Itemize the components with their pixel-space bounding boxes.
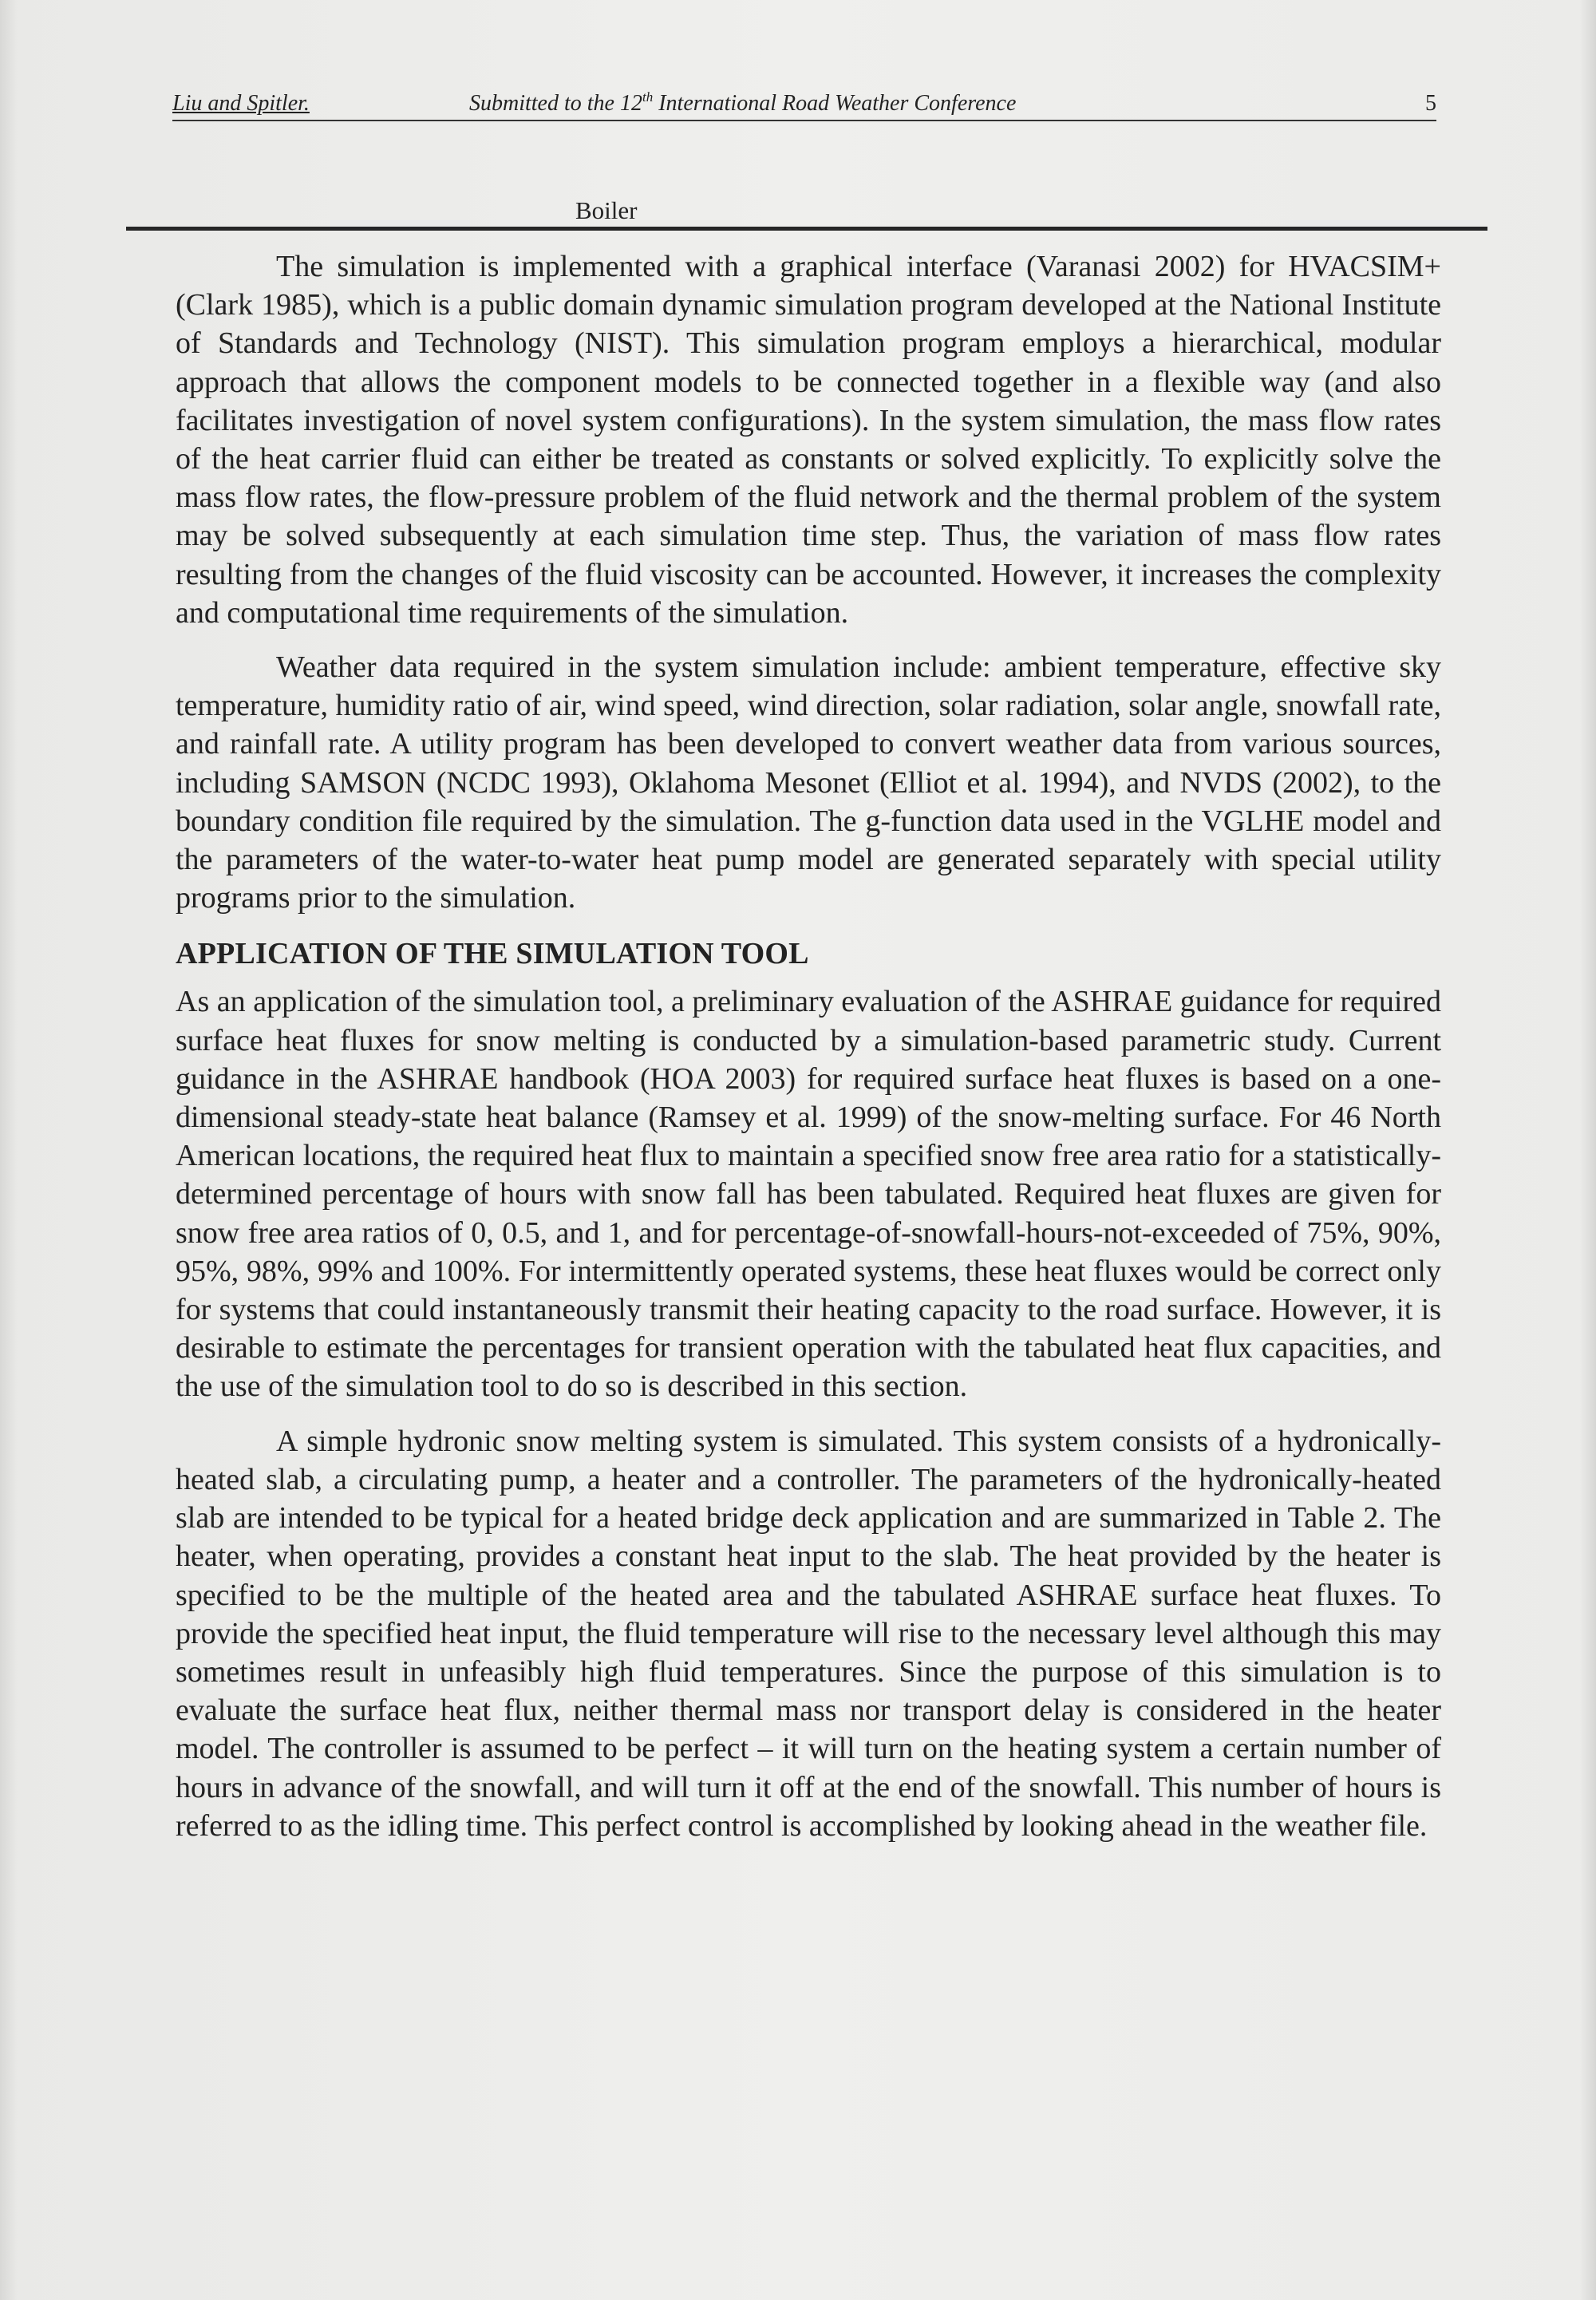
body-text bbox=[176, 247, 1441, 1861]
header-venue-prefix: Submitted to the 12 bbox=[469, 91, 642, 116]
header-venue bbox=[469, 88, 1016, 120]
header-authors: Liu and Spitler. bbox=[172, 91, 310, 116]
paragraph-simulation-interface: The simulation is implemented with a graphical interface (Varanasi 2002) for HVACSIM+(Clark 1985), which is a public domain dynamic simulation program developed at the National Institute of Standards and Technology (NIST). This simulation program employs a hierarchical, modular approach that allows the component models to be connected together in a flexible way (and also facilitates investigation of novel system configurations). In the system simulation, the mass flow rates of the heat carrier fluid can either be treated as constants or solved explicitly. To explicitly solve the mass flow rates, the flow-pressure problem of the fluid network and the thermal problem of the system may be solved subsequently at each simulation time step. Thus, the variation of mass flow rates resulting from the changes of the fluid viscosity can be accounted. However, it increases the complexity and computational time requirements of the simulation. bbox=[176, 250, 1441, 630]
header-venue-suffix: International Road Weather Conference bbox=[653, 91, 1017, 116]
figure-fragment-label: Boiler bbox=[575, 196, 638, 224]
paragraph-hydronic-system: A simple hydronic snow melting system is simulated. This system consists of a hydronically-heated slab, a circulating pump, a heater and a controller. The parameters of the hydronically-heated slab are intended to be typical for a heated bridge deck application and are summarized in Table 2. The heater, when operating, provides a constant heat input to the slab. The heat provided by the heater is specified to be the multiple of the heated area and the tabulated ASHRAE surface heat fluxes. To provide the specified heat input, the fluid temperature will rise to the necessary level although this may sometimes result in unfeasibly high fluid temperatures. Since the purpose of this simulation is to evaluate the surface heat flux, neither thermal mass nor transport delay is considered in the heater model. The controller is assumed to be perfect – it will turn on the heating system a certain number of hours in advance of the snowfall, and will turn it off at the end of the snowfall. This number of hours is referred to as the idling time. This perfect control is accomplished by looking ahead in the weather file. bbox=[176, 1424, 1441, 1843]
paragraph-weather-data: Weather data required in the system simulation include: ambient temperature, effective sky temperature, humidity ratio of air, wind speed, wind direction, solar radiation, solar angle, snowfall rate, and rainfall rate. A utility program has been developed to convert weather data from various sources, including SAMSON (NCDC 1993), Oklahoma Mesonet (Elliot et al. 1994), and NVDS (2002), to the boundary condition file required by the simulation. The g-function data used in the VGLHE model and the parameters of the water-to-water heat pump model are generated separately with special utility programs prior to the simulation. bbox=[176, 650, 1441, 915]
page-number: 5 bbox=[1425, 91, 1436, 116]
section-heading: APPLICATION OF THE SIMULATION TOOL bbox=[176, 937, 809, 971]
paragraph-application: As an application of the simulation tool, a preliminary evaluation of the ASHRAE guidance for required surface heat fluxes for snow melting is conducted by a simulation-based parametric study. Current guidance in the ASHRAE handbook (HOA 2003) for required surface heat fluxes is based on a one-dimensional steady-state heat balance (Ramsey et al. 1999) of the snow-melting surface. For 46 North American locations, the required heat flux to maintain a specified snow free area ratio for a statistically-determined percentage of hours with snow fall has been tabulated. Required heat fluxes are given for snow free area ratios of 0, 0.5, and 1, and for percentage-of-snowfall-hours-not-exceeded of 75%, 90%, 95%, 98%, 99% and 100%. For intermittently operated systems, these heat fluxes would be correct only for systems that could instantaneously transmit their heating capacity to the road surface. However, it is desirable to estimate the percentages for transient operation with the tabulated heat flux capacities, and the use of the simulation tool to do so is described in this section. bbox=[176, 985, 1441, 1404]
running-header bbox=[172, 88, 1436, 121]
header-venue-superscript: th bbox=[642, 89, 654, 105]
figure-fragment-rule bbox=[126, 227, 1487, 231]
